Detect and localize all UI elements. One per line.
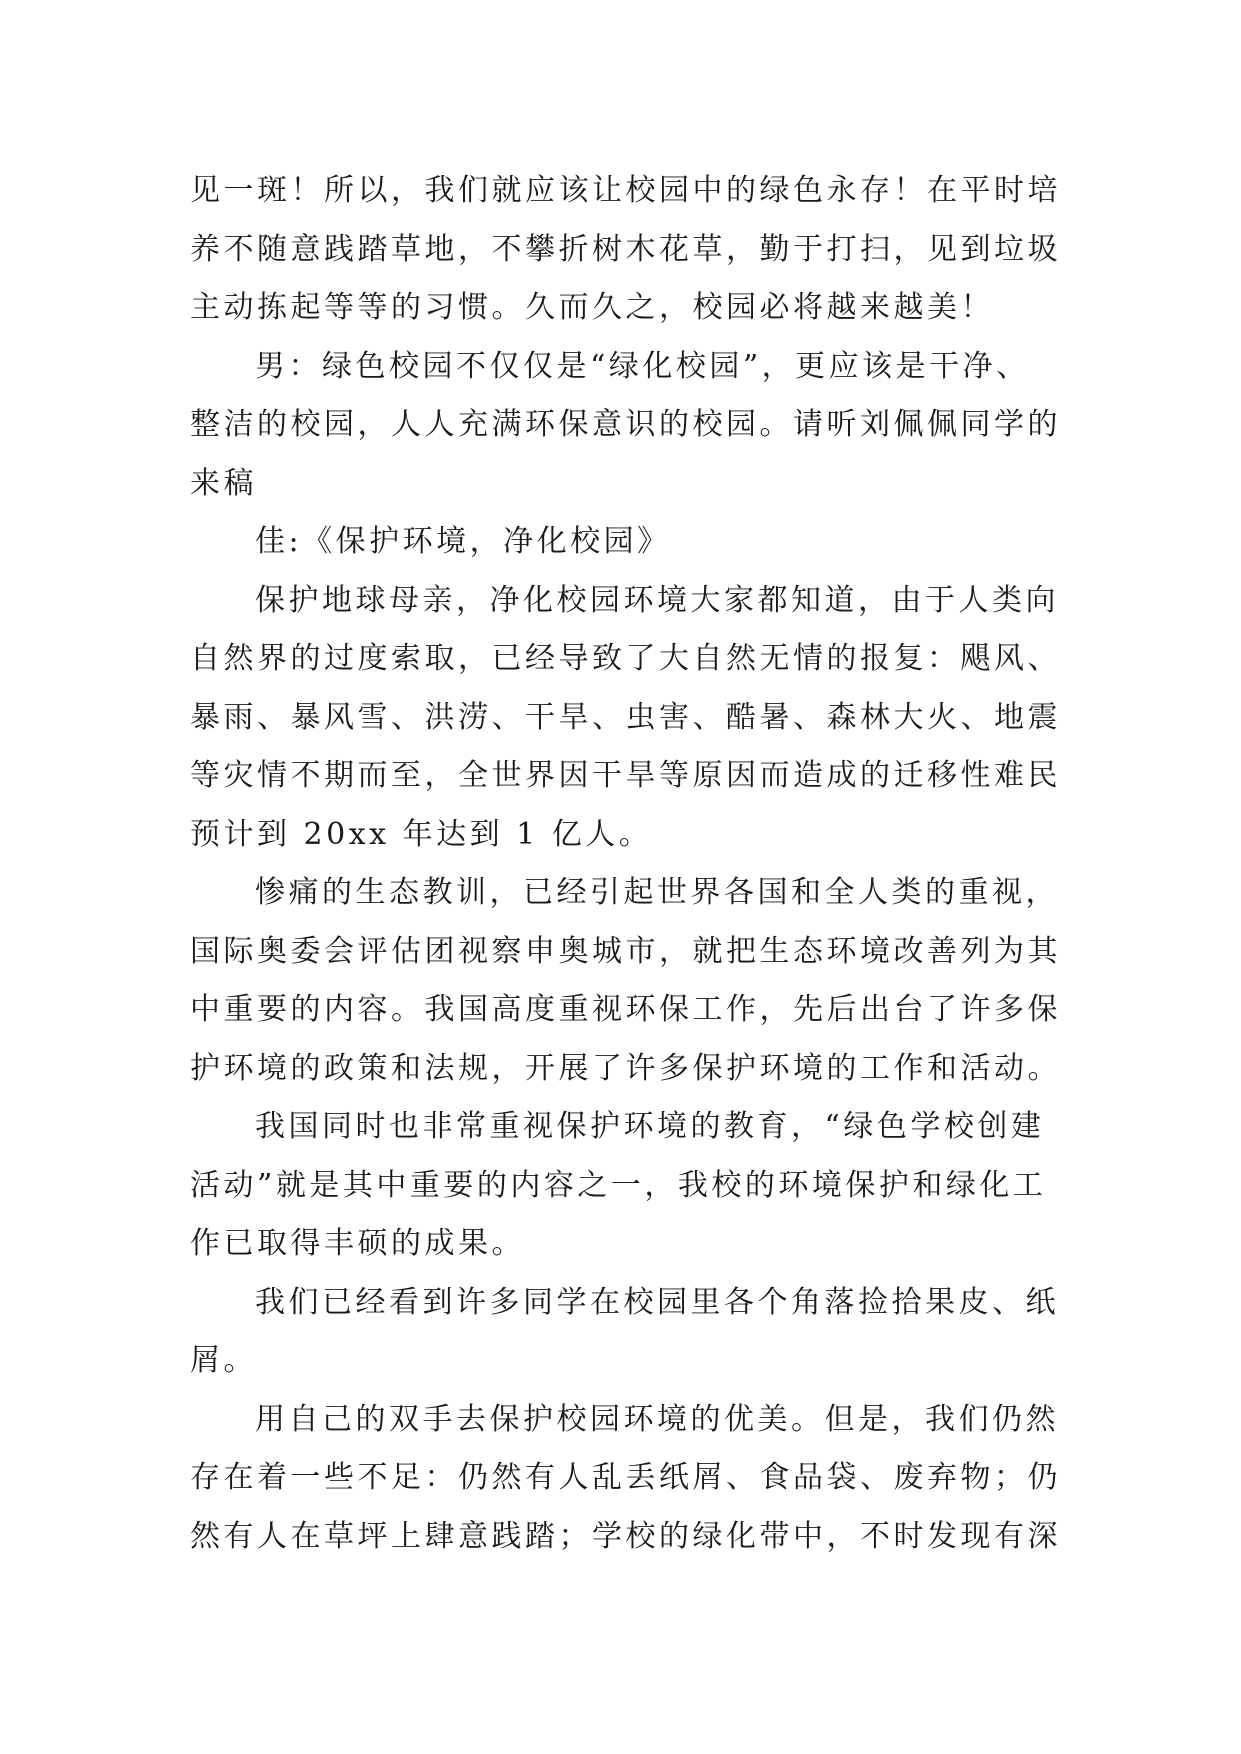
text-line: 见一斑！所以，我们就应该让校园中的绿色永存！在平时培 [190, 173, 1061, 208]
text-line: 活动”就是其中重要的内容之一，我校的环境保护和绿化工 [190, 1167, 1047, 1203]
text-line: 中重要的内容。我国高度重视环保工作，先后出台了许多保 [190, 992, 1061, 1027]
text-line: 屑。 [190, 1343, 257, 1378]
paragraph-7 [190, 1274, 1070, 1391]
paragraph-1 [190, 162, 1070, 338]
text-line: 我国同时也非常重视保护环境的教育，“绿色学校创建 [255, 1109, 1045, 1144]
text-line: 护环境的政策和法规，开展了许多保护环境的工作和活动。 [190, 1050, 1061, 1086]
paragraph-4 [190, 572, 1070, 865]
text-line: 等灾情不期而至，全世界因干旱等原因而造成的迁移性难民 [190, 758, 1061, 793]
text-line: 我们已经看到许多同学在校园里各个角落捡拾果皮、纸 [255, 1284, 1059, 1320]
paragraph-5 [190, 864, 1070, 1098]
paragraph-3-title [190, 513, 1070, 572]
text-line: 佳:《保护环境，净化校园》 [255, 524, 671, 559]
text-line: 预计到 20xx 年达到 1 亿人。 [190, 816, 653, 852]
text-line: 主动拣起等等的习惯。久而久之，校园必将越来越美！ [190, 290, 994, 325]
text-line: 男：绿色校园不仅仅是“绿化校园”，更应该是干净、 [255, 348, 1030, 384]
text-line: 作已取得丰硕的成果。 [190, 1226, 525, 1261]
text-line: 用自己的双手去保护校园环境的优美。但是，我们仍然 [255, 1401, 1059, 1437]
text-line: 保护地球母亲，净化校园环境大家都知道，由于人类向 [255, 582, 1059, 618]
text-line: 然有人在草坪上肆意践踏；学校的绿化带中，不时发现有深 [190, 1518, 1061, 1554]
text-line: 国际奥委会评估团视察申奥城市，就把生态环境改善列为其 [190, 933, 1061, 969]
text-line: 惨痛的生态教训，已经引起世界各国和全人类的重视， [255, 875, 1059, 910]
paragraph-2 [190, 338, 1070, 514]
text-line: 自然界的过度索取，已经导致了大自然无情的报复：飓风、 [190, 641, 1061, 676]
text-line: 存在着一些不足：仍然有人乱丢纸屑、食品袋、废弃物；仍 [190, 1460, 1061, 1495]
paragraph-8 [190, 1391, 1070, 1567]
text-line: 来稿 [190, 465, 257, 501]
paragraph-6 [190, 1098, 1070, 1274]
document-body [190, 162, 1070, 1566]
text-line: 养不随意践踏草地，不攀折树木花草，勤于打扫，见到垃圾 [190, 231, 1061, 267]
text-line: 暴雨、暴风雪、洪涝、干旱、虫害、酷暑、森林大火、地震 [190, 699, 1061, 735]
text-line: 整洁的校园，人人充满环保意识的校园。请听刘佩佩同学的 [190, 407, 1061, 442]
